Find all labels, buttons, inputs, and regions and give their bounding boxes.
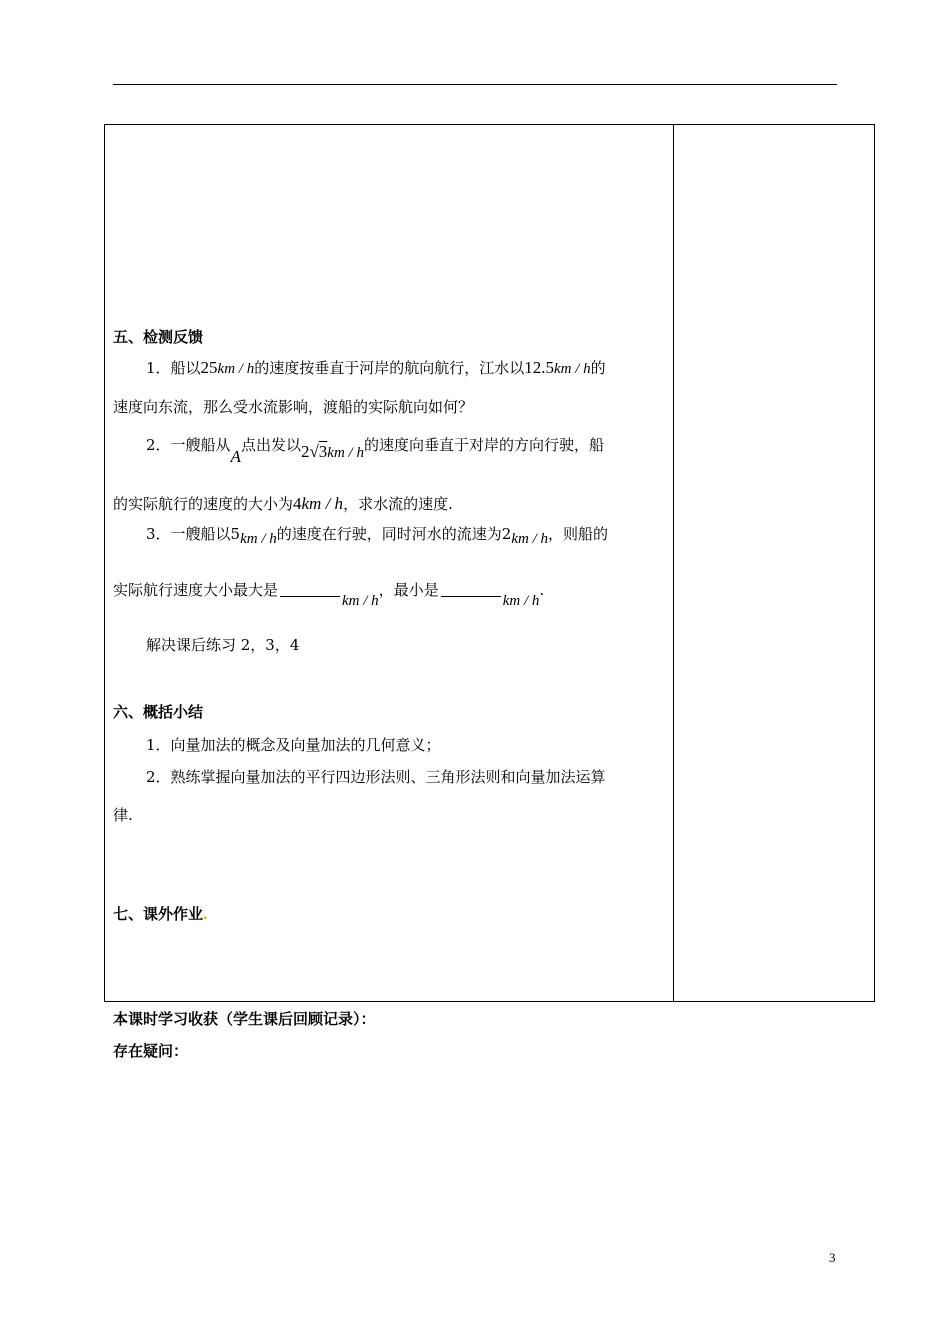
q3-unit-4: km / h [502,593,540,609]
q2-point: A [230,447,241,466]
q3-suffix: ，则船的 [548,525,609,543]
question-3-line-2 [113,581,545,609]
q3-line2-mid: ，最小是 [378,581,439,599]
q3-speed-1: 5 [230,525,241,543]
summary-item-1: 1．向量加法的概念及向量加法的几何意义； [146,736,441,754]
header-rule [113,84,837,85]
question-1-line-2: 速度向东流，那么受水流影响，渡船的实际航向如何？ [113,398,474,416]
q3-unit-2: km / h [511,531,548,547]
q3-unit-3: km / h [342,593,379,609]
max-speed-blank[interactable] [280,595,340,597]
mark-dot: . [203,908,208,922]
q1-speed-1: 25km / h [200,358,255,377]
summary-item-2-cont: 律. [113,806,133,824]
q2-speed: 2√3km / h [300,442,364,461]
question-2-line-1 [146,436,604,466]
summary-item-2: 2．熟练掌握向量加法的平行四边形法则、三角形法则和向量加法运算 [146,768,606,786]
q3-line2-prefix: 实际航行速度大小最大是 [113,581,279,599]
q3-unit-1: km / h [240,531,277,547]
q1-mid: 的速度按垂直于河岸的航向航行，江水以 [254,359,525,377]
q2-prefix: 2．一艘船从 [146,436,231,454]
practice-note: 解决课后练习 2，3，4 [146,636,300,654]
q2-actual-speed: 4km / h [293,494,344,513]
q2-line2-prefix: 的实际航行的速度的大小为 [113,495,294,513]
question-2-line-2 [113,495,453,512]
question-3-line-1 [146,525,609,547]
q2-line2-suffix: ，求水流的速度. [343,495,453,513]
q1-suffix: 的 [590,359,606,377]
page-number: 3 [829,1250,836,1265]
q3-prefix: 3．一艘船以 [146,525,231,543]
summary-heading: 六、概括小结 [113,703,204,721]
q1-speed-2: 12.5km / h [524,358,591,377]
lesson-table [104,124,875,1002]
q3-mid: 的速度在行驶，同时河水的流速为 [276,525,502,543]
feedback-heading: 五、检测反馈 [113,328,204,346]
q3-line2-end: . [539,581,545,599]
open-questions-label: 存在疑问： [113,1042,189,1060]
q2-mid-1: 点出发以 [240,436,301,454]
q2-mid-2: 的速度向垂直于对岸的方向行驶，船 [363,436,604,454]
min-speed-blank[interactable] [441,595,501,597]
notes-column-divider [673,125,674,1001]
q3-speed-2: 2 [501,525,512,543]
q1-prefix: 1．船以 [146,359,201,377]
homework-heading: 七、课外作业. [113,905,208,923]
learning-harvest-label: 本课时学习收获（学生课后回顾记录）： [113,1010,376,1028]
question-1-line-1 [146,359,606,377]
